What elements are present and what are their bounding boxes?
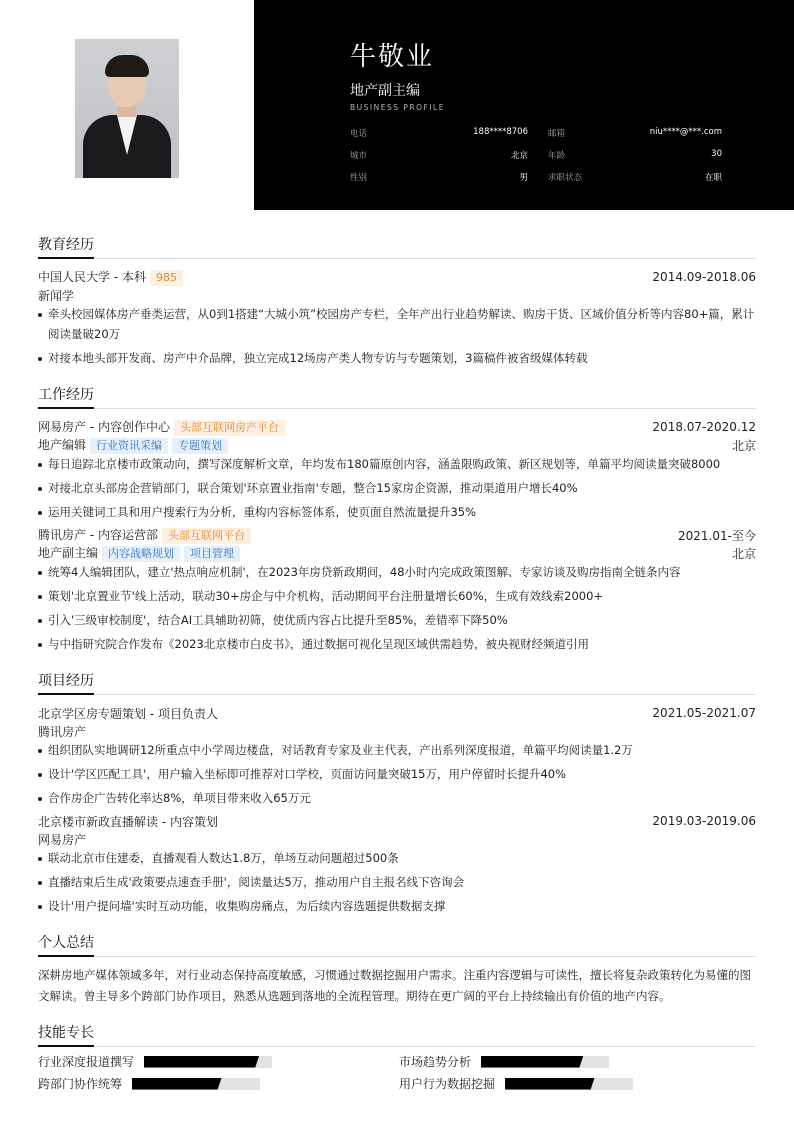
info-label: 邮箱	[548, 129, 566, 139]
info-value: 北京	[510, 151, 528, 161]
job-position: 地产编辑	[38, 438, 87, 452]
info-phone	[350, 127, 528, 139]
education-bullets	[38, 304, 756, 368]
skill-item	[399, 1075, 633, 1092]
section-title: 教育经历	[38, 234, 756, 259]
job-bullets	[38, 454, 756, 522]
job-bullets	[38, 562, 756, 654]
company-name: 网易房产 - 内容创作中心	[38, 420, 170, 434]
education-date: 2014.09-2018.06	[652, 270, 756, 284]
list-item: 联动北京市住建委，直播观看人数达1.8万，单场互动问题超过500条	[38, 848, 756, 868]
projects-section	[38, 670, 756, 920]
list-item: 组织团队实地调研12所重点中小学周边楼盘，对话教育专家及业主代表，产出系列深度报道，单篇平均阅读量1.2万	[38, 740, 756, 760]
project-date: 2019.03-2019.06	[652, 814, 756, 828]
company-tag: 头部互联网房产平台	[174, 420, 285, 436]
info-age	[548, 149, 722, 161]
info-value: niu****@***.com	[649, 127, 722, 137]
list-item: 运用关键词工具和用户搜索行为分析，重构内容标签体系，使页面自然流量提升35%	[38, 502, 756, 522]
skill-fill	[505, 1078, 595, 1090]
info-label: 性别	[350, 173, 368, 183]
list-item: 设计'用户提问墙'实时互动功能，收集购房痛点，为后续内容选题提供数据支撑	[38, 896, 756, 916]
project-bullets	[38, 740, 756, 808]
section-title: 技能专长	[38, 1022, 756, 1047]
school-tag: 985	[150, 270, 183, 286]
skill-name: 用户行为数据挖掘	[399, 1077, 496, 1091]
skill-item	[38, 1075, 260, 1092]
list-item: 设计'学区匹配工具'，用户输入坐标即可推荐对口学校，页面访问量突破15万，用户停留时长提升40%	[38, 764, 756, 784]
skills-section	[38, 1022, 756, 1047]
summary-text: 深耕房地产媒体领域多年，对行业动态保持高度敏感，习惯通过数据挖掘用户需求。注重内容逻辑与可读性，擅长将复杂政策转化为易懂的图文解读。曾主导多个跨部门协作项目，熟悉从选题到落地的全流程管理。期待在更广阔的平台上持续输出有价值的地产内容。	[38, 968, 751, 1003]
job-head	[38, 418, 756, 436]
list-item: 每日追踪北京楼市政策动向，撰写深度解析文章，年均发布180篇原创内容，涵盖限购政策、新区规划等，单篇平均阅读量突破8000	[38, 454, 756, 474]
info-label: 求职状态	[548, 173, 583, 183]
info-email	[548, 127, 722, 139]
job-city: 北京	[731, 438, 756, 453]
skill-bar	[505, 1078, 633, 1090]
skill-item	[399, 1053, 609, 1070]
list-item: 统筹4人编辑团队，建立'热点响应机制'，在2023年房贷新政期间，48小时内完成政策图解、专家访谈及购房指南全链条内容	[38, 562, 756, 582]
skill-fill	[144, 1056, 259, 1068]
info-status	[548, 171, 722, 183]
info-label: 年龄	[548, 151, 566, 161]
project-org-row	[38, 722, 756, 740]
education-section	[38, 234, 756, 372]
skill-bar	[144, 1056, 272, 1068]
candidate-role: 地产副主编	[350, 83, 420, 99]
list-item: 对接本地头部开发商、房产中介品牌，独立完成12场房产类人物专访与专题策划，3篇稿件被省级媒体转载	[38, 348, 756, 368]
summary-section	[38, 932, 756, 1007]
list-item: 牵头校园媒体房产垂类运营，从0到1搭建“大城小筑”校园房产专栏，全年产出行业趋势解读、购房干货、区域价值分析等内容80+篇，累计阅读量破20万	[38, 304, 756, 344]
skill-name: 市场趋势分析	[399, 1055, 472, 1069]
section-title: 工作经历	[38, 384, 756, 409]
school-name: 中国人民大学 - 本科	[38, 270, 146, 284]
profile-label: BUSINESS PROFILE	[350, 103, 445, 112]
project-head	[38, 704, 756, 722]
job-date: 2018.07-2020.12	[652, 420, 756, 434]
list-item: 与中指研究院合作发布《2023北京楼市白皮书》，通过数据可视化呈现区域供需趋势，被央视财经频道引用	[38, 634, 756, 654]
skill-fill	[132, 1078, 222, 1090]
info-value: 男	[519, 173, 528, 183]
education-major-row	[38, 286, 756, 304]
company-tag: 头部互联网平台	[162, 528, 251, 544]
info-label: 电话	[350, 129, 368, 139]
section-title: 个人总结	[38, 932, 756, 957]
skill-bar	[481, 1056, 609, 1068]
list-item: 直播结束后生成'政策要点速查手册'，阅读量达5万，推动用户自主报名线下咨询会	[38, 872, 756, 892]
project-org: 腾讯房产	[38, 724, 87, 739]
project-head	[38, 812, 756, 830]
skill-name: 跨部门协作统筹	[38, 1077, 123, 1091]
major: 新闻学	[38, 288, 75, 303]
job-sub	[38, 544, 756, 562]
company-name: 腾讯房产 - 内容运营部	[38, 528, 158, 542]
header-photo-area	[0, 0, 254, 210]
education-entry-head	[38, 268, 756, 286]
project-org: 网易房产	[38, 832, 87, 847]
candidate-name: 牛敬业	[350, 42, 435, 72]
info-city	[350, 149, 528, 161]
skill-bar	[132, 1078, 260, 1090]
section-title: 项目经历	[38, 670, 756, 695]
skill-tag: 内容战略规划	[102, 546, 180, 562]
job-head	[38, 526, 756, 544]
info-value: 188****8706	[473, 127, 528, 137]
skill-tag: 项目管理	[184, 546, 240, 562]
project-name: 北京学区房专题策划 - 项目负责人	[38, 706, 218, 721]
skill-tag: 专题策划	[172, 438, 228, 454]
info-value: 30	[711, 149, 722, 159]
list-item: 引入'三级审校制度'，结合AI工具辅助初筛，使优质内容占比提升至85%，差错率下降50%	[38, 610, 756, 630]
project-bullets	[38, 848, 756, 916]
skill-item	[38, 1053, 272, 1070]
project-org-row	[38, 830, 756, 848]
header-banner	[254, 0, 794, 210]
list-item: 合作房企广告转化率达8%，单项目带来收入65万元	[38, 788, 756, 808]
list-item: 对接北京头部房企营销部门，联合策划'环京置业指南'专题，整合15家房企资源，推动渠道用户增长40%	[38, 478, 756, 498]
info-gender	[350, 171, 528, 183]
skill-name: 行业深度报道撰写	[38, 1055, 135, 1069]
info-value: 在职	[704, 173, 722, 183]
info-label: 城市	[350, 151, 368, 161]
skill-tag: 行业资讯采编	[90, 438, 168, 454]
list-item: 策划'北京置业节'线上活动，联动30+房企与中介机构，活动期间平台注册量增长60%，生成有效线索2000+	[38, 586, 756, 606]
avatar	[75, 39, 179, 178]
job-position: 地产副主编	[38, 546, 99, 560]
skill-fill	[481, 1056, 583, 1068]
project-name: 北京楼市新政直播解读 - 内容策划	[38, 814, 218, 829]
job-sub	[38, 436, 756, 454]
job-city: 北京	[731, 546, 756, 561]
work-section	[38, 384, 756, 658]
job-date: 2021.01-至今	[678, 528, 756, 543]
project-date: 2021.05-2021.07	[652, 706, 756, 720]
